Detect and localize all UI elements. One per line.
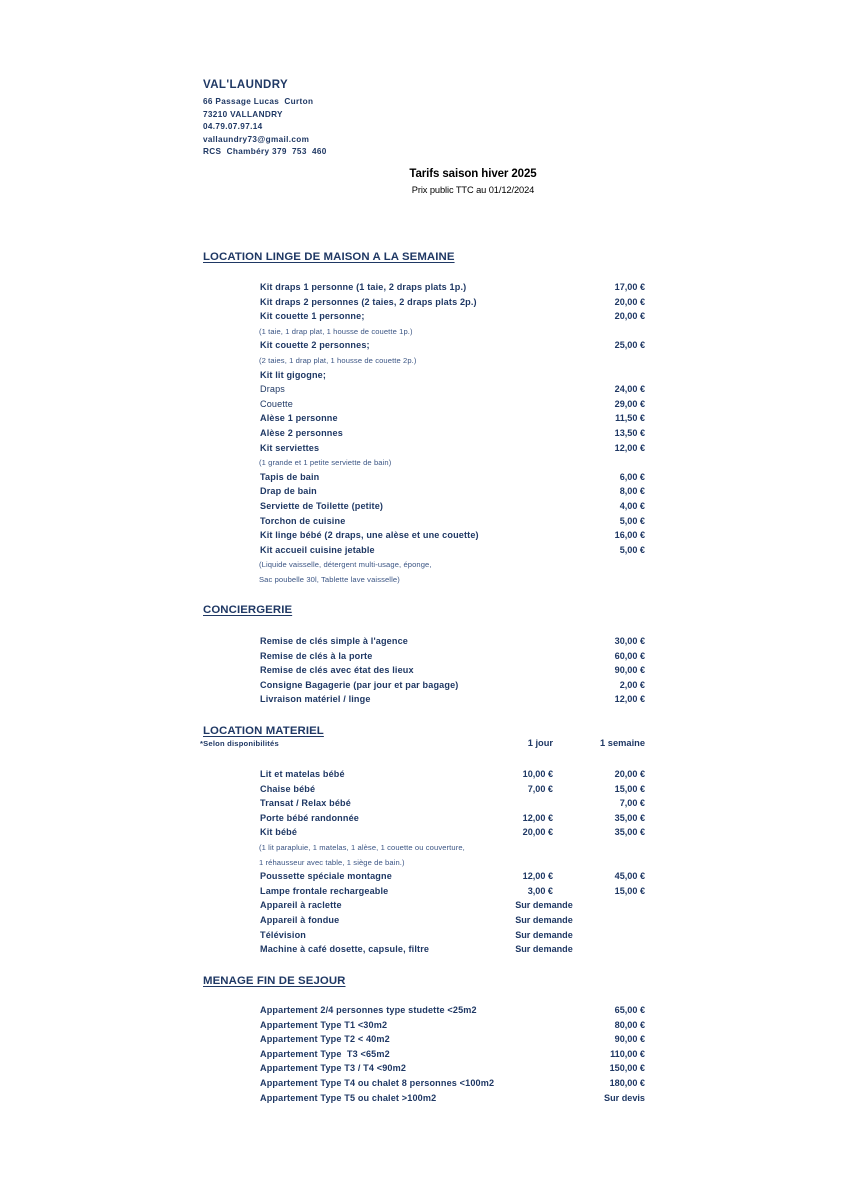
item-price-week: 15,00 € bbox=[614, 783, 645, 794]
item-label: Kit serviettes bbox=[260, 442, 320, 453]
table-row bbox=[0, 545, 848, 560]
section-heading: LOCATION LINGE DE MAISON A LA SEMAINE bbox=[203, 251, 455, 263]
item-price-on-demand: Sur demande bbox=[515, 900, 573, 911]
item-price: 5,00 € bbox=[619, 515, 645, 526]
note-text: 1 réhausseur avec table, 1 siège de bain.) bbox=[259, 857, 405, 867]
table-row bbox=[0, 1078, 848, 1093]
item-label: Remise de clés avec état des lieux bbox=[260, 665, 414, 676]
note-text: (1 lit parapluie, 1 matelas, 1 alèse, 1 couette ou couverture, bbox=[259, 842, 465, 852]
note-text: (1 taie, 1 drap plat, 1 housse de couette 1p.) bbox=[259, 326, 413, 336]
item-price: 24,00 € bbox=[614, 384, 645, 395]
table-row bbox=[0, 486, 848, 501]
item-price: 80,00 € bbox=[614, 1019, 645, 1030]
item-price: 90,00 € bbox=[614, 1034, 645, 1045]
table-row bbox=[0, 694, 848, 709]
section-heading: MENAGE FIN DE SEJOUR bbox=[203, 975, 346, 987]
item-price: 110,00 € bbox=[610, 1048, 645, 1059]
note-text: Sac poubelle 30l, Tablette lave vaisselle) bbox=[259, 574, 400, 584]
item-label: Kit draps 1 personne (1 taie, 2 draps plats 1p.) bbox=[260, 282, 467, 292]
section-heading: CONCIERGERIE bbox=[203, 604, 293, 616]
item-label: Appartement Type T2 < 40m2 bbox=[260, 1034, 390, 1045]
item-label: Kit lit gigogne; bbox=[260, 369, 327, 380]
company-email: vallaundry73@gmail.com bbox=[203, 134, 310, 144]
item-price: 12,00 € bbox=[614, 442, 645, 453]
item-price-week: 45,00 € bbox=[614, 871, 645, 882]
table-row bbox=[0, 798, 848, 813]
item-label: Alèse 1 personne bbox=[260, 413, 338, 424]
price-rows bbox=[0, 282, 848, 588]
item-label: Télévision bbox=[260, 929, 306, 940]
table-row bbox=[0, 311, 848, 326]
table-row bbox=[0, 516, 848, 531]
table-row bbox=[0, 530, 848, 545]
item-price-day: 12,00 € bbox=[522, 812, 553, 823]
table-row bbox=[0, 930, 848, 945]
item-price: 11,50 € bbox=[615, 413, 645, 424]
note-text: (Liquide vaisselle, détergent multi-usage, éponge, bbox=[259, 560, 432, 570]
item-price-on-demand: Sur demande bbox=[515, 929, 573, 940]
item-price: Sur devis bbox=[604, 1092, 645, 1103]
item-price: 25,00 € bbox=[614, 340, 645, 351]
column-header-day: 1 jour bbox=[527, 738, 553, 748]
item-label: Appartement Type T3 <65m2 bbox=[260, 1048, 390, 1059]
item-label: Draps bbox=[260, 384, 286, 395]
table-row bbox=[0, 665, 848, 680]
table-row bbox=[0, 1049, 848, 1064]
item-price: 8,00 € bbox=[619, 486, 645, 497]
item-label: Appartement Type T3 / T4 <90m2 bbox=[260, 1063, 407, 1074]
table-row bbox=[0, 784, 848, 799]
item-price: 30,00 € bbox=[614, 636, 645, 646]
item-price-week: 7,00 € bbox=[619, 798, 645, 809]
item-price: 17,00 € bbox=[614, 282, 645, 292]
table-row bbox=[0, 399, 848, 414]
table-row bbox=[0, 370, 848, 385]
price-rows bbox=[0, 769, 848, 959]
item-label: Kit bébé bbox=[260, 827, 298, 838]
row-note bbox=[0, 574, 848, 589]
table-row bbox=[0, 769, 848, 784]
item-price: 20,00 € bbox=[614, 296, 645, 307]
note-text: (2 taies, 1 drap plat, 1 housse de couette 2p.) bbox=[259, 355, 417, 365]
table-row bbox=[0, 915, 848, 930]
company-name: VAL'LAUNDRY bbox=[203, 79, 289, 91]
document-title-block bbox=[328, 168, 618, 195]
item-label: Remise de clés simple à l'agence bbox=[260, 636, 408, 646]
table-row bbox=[0, 886, 848, 901]
item-label: Livraison matériel / linge bbox=[260, 694, 371, 705]
table-row bbox=[0, 472, 848, 487]
item-price-day: 3,00 € bbox=[527, 885, 553, 896]
company-address-street: 66 Passage Lucas Curton bbox=[203, 97, 314, 106]
item-label: Appareil à fondue bbox=[260, 914, 340, 925]
item-price: 4,00 € bbox=[619, 500, 645, 511]
item-label: Appareil à raclette bbox=[260, 900, 342, 911]
item-price: 65,00 € bbox=[614, 1005, 645, 1015]
item-price-day: 10,00 € bbox=[522, 769, 553, 779]
item-price-day: 20,00 € bbox=[522, 827, 553, 838]
item-label: Lit et matelas bébé bbox=[260, 769, 345, 779]
item-label: Transat / Relax bébé bbox=[260, 798, 351, 809]
table-row bbox=[0, 636, 848, 651]
item-price-week: 20,00 € bbox=[614, 769, 645, 779]
availability-note: *Selon disponibilités bbox=[200, 739, 279, 748]
item-label: Porte bébé randonnée bbox=[260, 812, 360, 823]
item-label: Couette bbox=[260, 398, 293, 409]
column-header-week: 1 semaine bbox=[600, 738, 645, 748]
item-label: Alèse 2 personnes bbox=[260, 427, 343, 438]
item-label: Appartement Type T1 <30m2 bbox=[260, 1019, 388, 1030]
section-heading: LOCATION MATERIEL bbox=[203, 725, 324, 737]
item-price: 16,00 € bbox=[614, 530, 645, 541]
item-label: Remise de clés à la porte bbox=[260, 650, 373, 661]
item-price-week: 35,00 € bbox=[614, 812, 645, 823]
item-label: Kit couette 1 personne; bbox=[260, 311, 365, 322]
item-label: Kit accueil cuisine jetable bbox=[260, 544, 375, 555]
table-row bbox=[0, 900, 848, 915]
item-label: Kit draps 2 personnes (2 taies, 2 draps plats 2p.) bbox=[260, 296, 477, 307]
item-label: Machine à café dosette, capsule, filtre bbox=[260, 944, 430, 955]
item-price: 13,50 € bbox=[614, 427, 645, 438]
item-label: Appartement Type T5 ou chalet >100m2 bbox=[260, 1092, 437, 1103]
table-row bbox=[0, 871, 848, 886]
company-registration: RCS Chambéry 379 753 460 bbox=[203, 147, 327, 157]
table-row bbox=[0, 1020, 848, 1035]
table-row bbox=[0, 827, 848, 842]
item-label: Chaise bébé bbox=[260, 783, 316, 794]
item-label: Appartement 2/4 personnes type studette <25m2 bbox=[260, 1005, 477, 1015]
table-row bbox=[0, 1005, 848, 1020]
item-price: 90,00 € bbox=[614, 665, 645, 676]
table-row bbox=[0, 680, 848, 695]
item-label: Kit couette 2 personnes; bbox=[260, 340, 370, 351]
item-price-on-demand: Sur demande bbox=[515, 914, 573, 925]
table-row bbox=[0, 384, 848, 399]
table-row bbox=[0, 651, 848, 666]
page-title: Tarifs saison hiver 2025 bbox=[409, 168, 537, 180]
item-label: Torchon de cuisine bbox=[260, 515, 346, 526]
company-header-block bbox=[203, 78, 327, 159]
item-price: 150,00 € bbox=[609, 1063, 645, 1074]
row-note bbox=[0, 326, 848, 341]
price-rows bbox=[0, 1005, 848, 1107]
item-price: 180,00 € bbox=[609, 1077, 645, 1088]
item-price-day: 12,00 € bbox=[522, 871, 553, 882]
table-row bbox=[0, 813, 848, 828]
table-row bbox=[0, 1063, 848, 1078]
item-label: Serviette de Toilette (petite) bbox=[260, 500, 384, 511]
row-note bbox=[0, 842, 848, 857]
item-price: 2,00 € bbox=[619, 679, 645, 690]
item-label: Drap de bain bbox=[260, 486, 317, 497]
item-price: 29,00 € bbox=[614, 398, 645, 409]
item-price-day: 7,00 € bbox=[527, 783, 553, 794]
row-note bbox=[0, 857, 848, 872]
item-price: 6,00 € bbox=[619, 471, 645, 482]
company-phone: 04.79.07.97.14 bbox=[203, 122, 263, 132]
table-row bbox=[0, 501, 848, 516]
note-text: (1 grande et 1 petite serviette de bain) bbox=[259, 458, 392, 468]
item-price: 5,00 € bbox=[619, 544, 645, 555]
row-note bbox=[0, 355, 848, 370]
table-row bbox=[0, 1034, 848, 1049]
item-price: 60,00 € bbox=[614, 650, 645, 661]
price-rows bbox=[0, 636, 848, 709]
table-row bbox=[0, 1093, 848, 1108]
item-label: Appartement Type T4 ou chalet 8 personnes <100m2 bbox=[260, 1077, 495, 1088]
table-row bbox=[0, 297, 848, 312]
item-label: Tapis de bain bbox=[260, 471, 320, 482]
item-label: Consigne Bagagerie (par jour et par bagage) bbox=[260, 679, 459, 690]
table-row bbox=[0, 428, 848, 443]
row-note bbox=[0, 457, 848, 472]
item-price-week: 15,00 € bbox=[614, 885, 645, 896]
item-price: 12,00 € bbox=[614, 694, 645, 705]
page-subtitle: Prix public TTC au 01/12/2024 bbox=[411, 185, 535, 195]
table-row bbox=[0, 944, 848, 959]
item-label: Poussette spéciale montagne bbox=[260, 871, 392, 882]
table-row bbox=[0, 282, 848, 297]
company-address-city: 73210 VALLANDRY bbox=[203, 109, 283, 119]
row-note bbox=[0, 559, 848, 574]
table-row bbox=[0, 413, 848, 428]
item-price-week: 35,00 € bbox=[614, 827, 645, 838]
table-row bbox=[0, 340, 848, 355]
item-price-on-demand: Sur demande bbox=[515, 944, 573, 955]
item-label: Lampe frontale rechargeable bbox=[260, 885, 389, 896]
table-row bbox=[0, 443, 848, 458]
item-label: Kit linge bébé (2 draps, une alèse et une couette) bbox=[260, 530, 479, 541]
item-price: 20,00 € bbox=[614, 311, 645, 322]
